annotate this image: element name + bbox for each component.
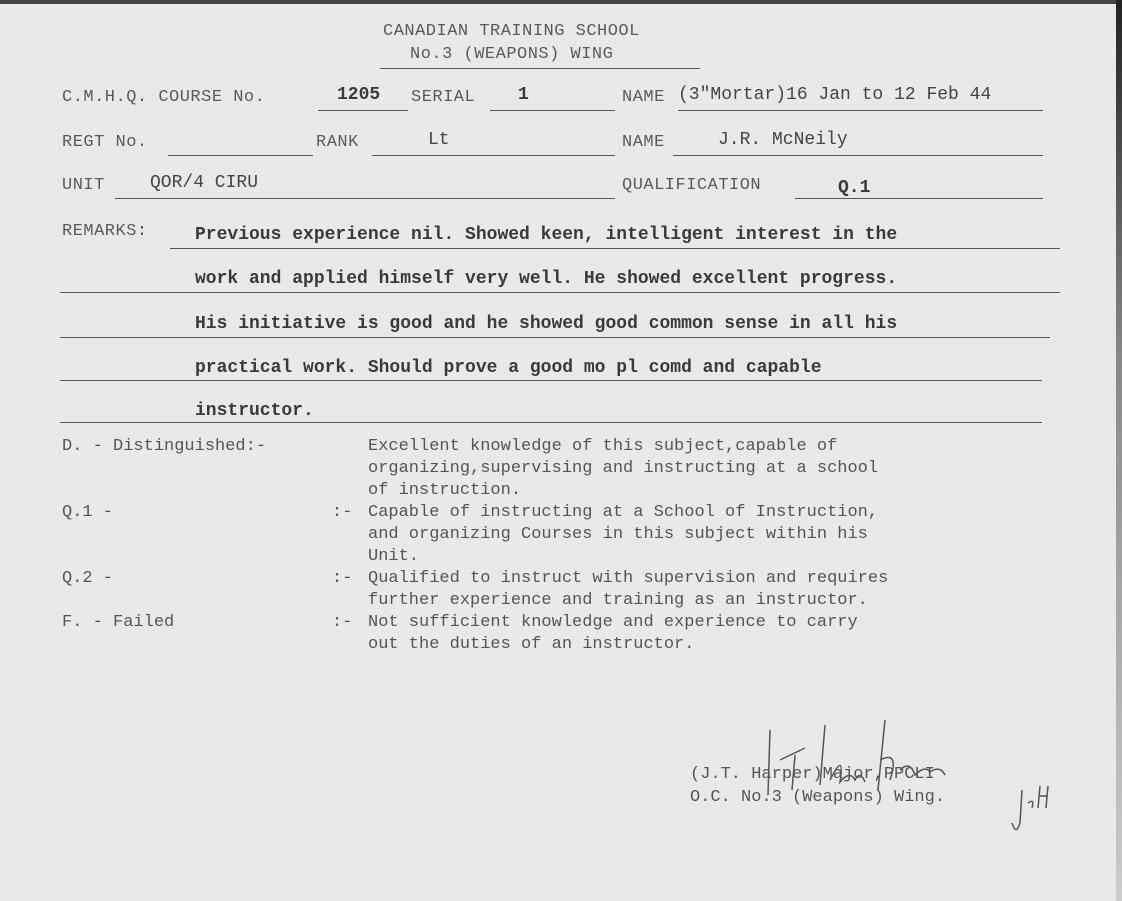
header-line-2: No.3 (WEAPONS) WING	[410, 45, 614, 64]
signature-name: (J.T. Harper)Major,PPCLI	[690, 765, 935, 784]
legend-text-line: and organizing Courses in this subject within his	[368, 525, 868, 544]
serial-line	[490, 110, 615, 111]
remarks-line-3: His initiative is good and he showed good common sense in all his	[195, 314, 898, 334]
legend-text-d	[368, 436, 878, 502]
legend-text-q2	[368, 568, 888, 612]
remarks-rule	[170, 248, 1060, 249]
serial-value: 1	[518, 85, 529, 105]
qualification-line	[795, 198, 1043, 199]
scan-edge-right	[1116, 0, 1122, 901]
qualification-value: Q.1	[838, 178, 871, 198]
legend-code-q2: Q.2 -	[62, 569, 114, 588]
legend-text-line: of instruction.	[368, 481, 522, 500]
rank-value: Lt	[428, 130, 450, 150]
course-label: C.M.H.Q. COURSE No.	[62, 88, 266, 107]
remarks-rule	[60, 380, 1042, 381]
remarks-rule	[60, 292, 1060, 293]
rank-line	[372, 155, 615, 156]
qualification-label: QUALIFICATION	[622, 176, 762, 195]
name-label: NAME	[622, 133, 665, 152]
unit-label: UNIT	[62, 176, 105, 195]
remarks-line-4: practical work. Should prove a good mo pl comd and capable	[195, 358, 822, 378]
rank-label: RANK	[316, 133, 359, 152]
legend-text-line: Capable of instructing at a School of Instruction,	[368, 503, 879, 522]
header-line-1: CANADIAN TRAINING SCHOOL	[383, 22, 640, 41]
legend-text-line: organizing,supervising and instructing at a school	[368, 459, 879, 478]
name-line	[673, 155, 1043, 156]
remarks-rule	[60, 422, 1042, 423]
legend-text-line: Qualified to instruct with supervision and requires	[368, 569, 889, 588]
header-underline	[380, 68, 700, 69]
unit-value: QOR/4 CIRU	[150, 173, 259, 193]
unit-line	[115, 198, 615, 199]
serial-label: SERIAL	[411, 88, 476, 107]
remarks-line-2: work and applied himself very well. He showed excellent progress.	[195, 269, 898, 289]
legend-code-d: D. - Distinguished:-	[62, 437, 267, 456]
legend-text-q1	[368, 502, 878, 568]
legend-code-f: F. - Failed	[62, 613, 175, 632]
legend-sep-q2: :-	[332, 569, 353, 588]
legend-text-line: Unit.	[368, 547, 420, 566]
legend-code-q1: Q.1 -	[62, 503, 114, 522]
legend-text-line: further experience and training as an instructor.	[368, 591, 868, 610]
legend-text-line: Not sufficient knowledge and experience to carry	[368, 613, 858, 632]
legend-text-f	[368, 612, 858, 656]
name-value: J.R. McNeily	[718, 130, 848, 150]
remarks-line-1: Previous experience nil. Showed keen, intelligent interest in the	[195, 225, 898, 245]
course-name-line	[678, 110, 1043, 111]
scan-edge	[0, 0, 1122, 4]
remarks-label: REMARKS:	[62, 222, 148, 241]
legend-text-line: Excellent knowledge of this subject,capable of	[368, 437, 838, 456]
course-name-value: (3"Mortar)16 Jan to 12 Feb 44	[678, 85, 992, 105]
remarks-line-5: instructor.	[195, 401, 314, 421]
legend-sep-f: :-	[332, 613, 353, 632]
course-line	[318, 110, 408, 111]
regt-line	[168, 155, 313, 156]
course-value: 1205	[337, 85, 381, 105]
legend-text-line: out the duties of an instructor.	[368, 635, 695, 654]
initials-mark	[1010, 778, 1060, 838]
legend-sep-q1: :-	[332, 503, 353, 522]
course-name-label: NAME	[622, 88, 665, 107]
remarks-rule	[60, 337, 1050, 338]
signature-title: O.C. No.3 (Weapons) Wing.	[690, 788, 946, 807]
regt-label: REGT No.	[62, 133, 148, 152]
